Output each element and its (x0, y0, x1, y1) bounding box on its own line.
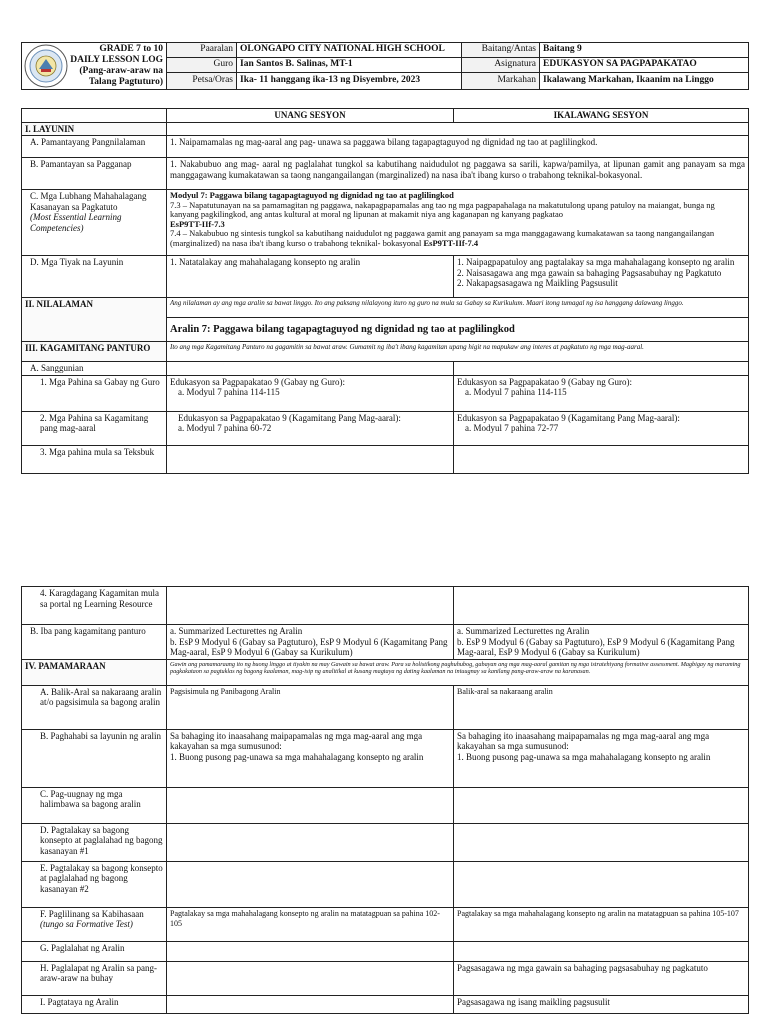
petsa-value: Ika- 11 hanggang ika-13 ng Disyembre, 2023 (237, 72, 462, 89)
label-pagtalakay-1: D. Pagtalakay sa bagong konsepto at paglalahad ng bagong kasanayan #1 (22, 823, 167, 861)
s1-first-b: a. Modyul 7 pahina 114-115 (178, 387, 280, 397)
ph-second: Pagsasagawa ng mga gawain sa bahaging pagsasabuhay ng pagkatuto (454, 961, 749, 995)
label-pagtataya: I. Pagtataya ng Aralin (22, 995, 167, 1013)
tiyak-second-2: 2. Naisasagawa ang mga gawain sa bahaging Pagsasabuhay ng Pagkatuto (457, 267, 722, 278)
header-table (21, 42, 749, 90)
b2-first-a: a. Summarized Lecturettes ng Aralin (170, 626, 303, 636)
nilalaman-note: Ang nilalaman ay ang mga aralin sa bawat linggo. Ito ang paksang nilalayong ituro ng guro na mula sa Gabay sa Kurikulum. Maari itong tumagal ng isa hanggang dalawang linggo. (167, 298, 749, 318)
pb-second-2: 1. Buong pusong pag-unawa sa mga mahahalagang konsepto ng aralin (457, 751, 711, 762)
melc-7-4: 7.4 – Nakabubuo ng sintesis tungkol sa kabutihang naidudulot ng paggawa gamit ang panayam sa mga manggagawang kumakatawan sa taong nangangailangan (marginalized) na nasa iba't ibang kurso o trabahong teknikal- bokasyonal (170, 228, 715, 248)
baitang-value: Baitang 9 (540, 43, 749, 58)
lesson-table-page-2 (21, 586, 749, 1014)
markahan-label: Markahan (462, 72, 540, 89)
label-paglalapat: H. Paglalapat ng Aralin sa pang-araw-araw na buhay (22, 961, 167, 995)
label-pag-uugnay: C. Pag-uugnay ng mga halimbawa sa bagong aralin (22, 787, 167, 823)
label-melc-sub: (Most Essential Learning Competencies) (30, 212, 122, 233)
baitang-label: Baitang/Antas (462, 43, 540, 58)
paaralan-label: Paaralan (167, 43, 237, 58)
label-pamantayang-pangnilalaman: A. Pamantayang Pangnilalaman (22, 136, 167, 158)
label-sanggunian: A. Sanggunian (22, 362, 167, 376)
asignatura-value: EDUKASYON SA PAGPAPAKATAO (540, 57, 749, 72)
text-pamantayang-pangnilalaman: 1. Naipamamalas ng mag-aaral ang pag- unawa sa paggawa bilang tagapagtaguyod ng dignidad ng tao at paglilingkod. (167, 136, 749, 158)
section-pamamaraan: IV. PAMAMARAAN (22, 659, 167, 685)
tiyak-second-1: 1. Naipagpapatuloy ang pagtalakay sa mga mahahalagang konsepto ng aralin (457, 257, 735, 267)
label-pagtalakay-2: E. Pagtalakay sa bagong konsepto at paglalahad ng bagong kasanayan #2 (22, 861, 167, 907)
paaralan-value: OLONGAPO CITY NATIONAL HIGH SCHOOL (237, 43, 462, 58)
lesson-table-page-1 (21, 108, 749, 474)
section-layunin: I. LAYUNIN (22, 122, 167, 136)
text-pamantayan-sa-pagganap: 1. Nakabubuo ang mag- aaral ng paglalahat tungkol sa kabutihang naidudulot ng paggawa sa sarili, kapwa/pamilya, at lipunan gamit ang panayam sa mga manggagawang kumakatawan sa taong nangangailangan (marginalized) na nasa iba't ibang kurso o trabahong teknikal-bokasyonal. (167, 158, 749, 190)
pf-first: Pagtalakay sa mga mahahalagang konsepto ng aralin na matatagpuan sa pahina 102-105 (167, 907, 454, 941)
melc-7-3-code: EsP9TT-IIf-7.3 (170, 218, 225, 229)
section-nilalaman: II. NILALAMAN (22, 298, 167, 342)
kagamitan-note: Ito ang mga Kagamitang Panturo na gagamitin sa bawat araw. Gumamit ng iba't ibang kagamitan upang higit na mapukaw ang interes at pagkatuto ng mga mag-aaral. (167, 342, 749, 362)
s2-second-a: Edukasyon sa Pagpapakatao 9 (Kagamitang Pang Mag-aaral): (457, 412, 680, 423)
melc-7-3: 7.3 – Napatutunayan na sa pamamagitan ng paggawa, nakapagpapamalas ang tao ng mga pagpapahalaga na makatutulong upang patuloy na maiangat, bunga ng kanyang pagkilingkod, ang antas kultural at moral ng lipunan at makamit niya ang kaganapan ng kanyang pagkatao (170, 199, 715, 219)
melc-7-4-code: EsP9TT-IIf-7.4 (423, 237, 479, 248)
col-second-session: IKALAWANG SESYON (454, 109, 749, 123)
b2-second-b: b. EsP 9 Modyul 6 (Gabay sa Pagtuturo), EsP 9 Modyul 6 (Kagamitang Pang Mag-aaral, EsP 9 Modyul 6 (Gabay sa Kurikulum) (457, 636, 735, 657)
s2-first-a: Edukasyon sa Pagpapakatao 9 (Kagamitang Pang Mag-aaral): (178, 412, 401, 423)
label-paghahabi: B. Paghahabi sa layunin ng aralin (22, 729, 167, 787)
melc-modyul: Modyul 7: Paggawa bilang tagapagtaguyod ng dignidad ng tao at paglilingkod (170, 190, 454, 200)
label-tiyak-na-layunin: D. Mga Tiyak na Layunin (22, 256, 167, 298)
guro-label: Guro (167, 57, 237, 72)
log-subtitle: (Pang-araw-araw na Talang Pagtuturo) (79, 66, 163, 87)
label-balik-aral: A. Balik-Aral sa nakaraang aralin at/o pagsisimula sa bagong aralin (22, 685, 167, 729)
guro-value: Ian Santos B. Salinas, MT-1 (237, 57, 462, 72)
tiyak-first: 1. Natatalakay ang mahahalagang konsepto ng aralin (167, 256, 454, 298)
label-paglalahat: G. Paglalahat ng Aralin (22, 941, 167, 961)
b2-first-b: b. EsP 9 Modyul 6 (Gabay sa Pagtuturo), EsP 9 Modyul 6 (Kagamitang Pang Mag-aaral, EsP 9 Modyul 6 (Gabay sa Kurikulum) (170, 636, 448, 657)
pb-second: Sa bahaging ito inaasahang maipapamalas ng mga mag-aaral ang mga kakayahan sa mga sumusunod: (457, 730, 710, 751)
pf-second: Pagtalakay sa mga mahahalagang konsepto ng aralin na matatagpuan sa pahina 105-107 (454, 907, 749, 941)
pb-first-2: 1. Buong pusong pag-unawa sa mga mahahalagang konsepto ng aralin (170, 751, 424, 762)
s2-first-b: a. Modyul 7 pahina 60-72 (178, 423, 272, 433)
label-teksbuk: 3. Mga pahina mula sa Teksbuk (22, 445, 167, 473)
section-kagamitan: III. KAGAMITANG PANTURO (22, 342, 167, 362)
pamamaraan-note: Gawin ang pamamaraang ito ng buong linggo at tiyakin na may Gawain sa bawat araw. Para sa holistikong paghuhubog, gabayan ang mga mag-aaral gamitan ng mga istratehiyang formative assessment. Magbigay ng maraming pagkakataon sa pagtuklas ng bagong kaalaman, mag-isip ng analitikal at kusang magtaya ng dating kaalaman na iniuugnay sa kanilang pang-araw-araw na karanasan. (167, 659, 749, 685)
s1-second-b: a. Modyul 7 pahina 114-115 (465, 387, 567, 397)
aralin-title: Aralin 7: Paggawa bilang tagapagtaguyod ng dignidad ng tao at paglilingkod (167, 318, 749, 342)
pb-first: Sa bahaging ito inaasahang maipapamalas ng mga mag-aaral ang mga kakayahan sa mga sumusunod: (170, 730, 423, 751)
grade-label: GRADE 7 to 10 (99, 44, 163, 54)
label-gabay-ng-guro: 1. Mga Pahina sa Gabay ng Guro (22, 375, 167, 411)
col-first-session: UNANG SESYON (167, 109, 454, 123)
s2-second-b: a. Modyul 7 pahina 72-77 (465, 423, 559, 433)
pa-second: Balik-aral sa nakaraang aralin (454, 685, 749, 729)
label-paglilinang: F. Paglilinang sa Kabihasaan (40, 908, 144, 919)
s1-second-a: Edukasyon sa Pagpapakatao 9 (Gabay ng Guro): (457, 376, 632, 387)
pa-first: Pagsisimula ng Panibagong Aralin (167, 685, 454, 729)
label-paglilinang-sub: (tungo sa Formative Test) (40, 919, 133, 929)
markahan-value: Ikalawang Markahan, Ikaanim na Linggo (540, 72, 749, 89)
tiyak-second-3: 2. Nakapagsasagawa ng Maikling Pagsusulit (457, 278, 618, 288)
s1-first-a: Edukasyon sa Pagpapakatao 9 (Gabay ng Guro): (170, 376, 345, 387)
petsa-label: Petsa/Oras (167, 72, 237, 89)
asignatura-label: Asignatura (462, 57, 540, 72)
label-learning-resource: 4. Karagdagang Kagamitan mula sa portal ng Learning Resource (22, 587, 167, 625)
b2-second-a: a. Summarized Lecturettes ng Aralin (457, 626, 590, 636)
label-melc: C. Mga Lubhang Mahahalagang Kasanayan sa Pagkatuto (30, 191, 147, 212)
label-kagamitang-pang-mag-aaral: 2. Mga Pahina sa Kagamitang pang mag-aaral (22, 411, 167, 445)
log-title: DAILY LESSON LOG (70, 55, 163, 65)
label-iba-pang-kagamitan: B. Iba pang kagamitang panturo (22, 625, 167, 660)
label-pamantayan-sa-pagganap: B. Pamantayan sa Pagganap (22, 158, 167, 190)
pi-second: Pagsasagawa ng isang maikling pagsusulit (454, 995, 749, 1013)
